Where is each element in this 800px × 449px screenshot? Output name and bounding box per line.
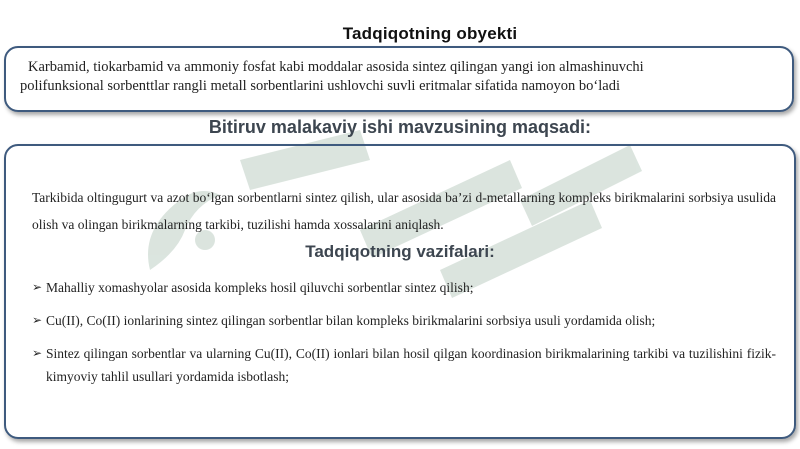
task-text: Mahalliy xomashyolar asosida kompleks hosil qiluvchi sorbentlar sintez qilish; [46,280,474,295]
task-item [32,342,776,388]
tasks-list [32,276,776,398]
arrow-right-icon: ➢ [32,346,43,360]
task-item [32,276,776,299]
object-text-line-2: polifunksional sorbenttlar rangli metall sorbentlarini ushlovchi suvli eritmalar sifatida namoyon bo‘ladi [20,78,621,94]
task-text: Cu(II), Co(II) ionlarining sintez qilingan sorbentlar bilan kompleks birikmalarini sorbsiya usuli yordamida olish; [46,313,656,328]
arrow-right-icon: ➢ [32,280,43,294]
goal-text: Tarkibida oltingugurt va azot bo‘lgan sorbentlarni sintez qilish, ular asosida ba’zi d-metallarning kompleks birikmalarini sorbsiya usulida olish va olingan birikmalarning tarkibi, tuzilishi hamda xossalarini aniqlash. [32,190,776,232]
arrow-right-icon: ➢ [32,313,43,327]
object-text-line-1: Karbamid, tiokarbamid va ammoniy fosfat kabi moddalar asosida sintez qilingan yangi ion almashinuvchi [28,59,644,75]
object-title: Tadqiqotning obyekti [342,24,518,43]
tasks-heading: Tadqiqotning vazifalari: [305,242,495,261]
object-text [20,58,760,96]
task-text: Sintez qilingan sorbentlar va ularning Cu(II), Co(II) ionlari bilan hosil qilgan koordinasion birikmalarining tarkibi va tuzilishini fizik-kimyoviy tahlil usullari yordamida isbotlash; [46,346,776,384]
goal-heading: Bitiruv malakaviy ishi mavzusining maqsadi: [208,117,592,137]
task-item [32,309,776,332]
